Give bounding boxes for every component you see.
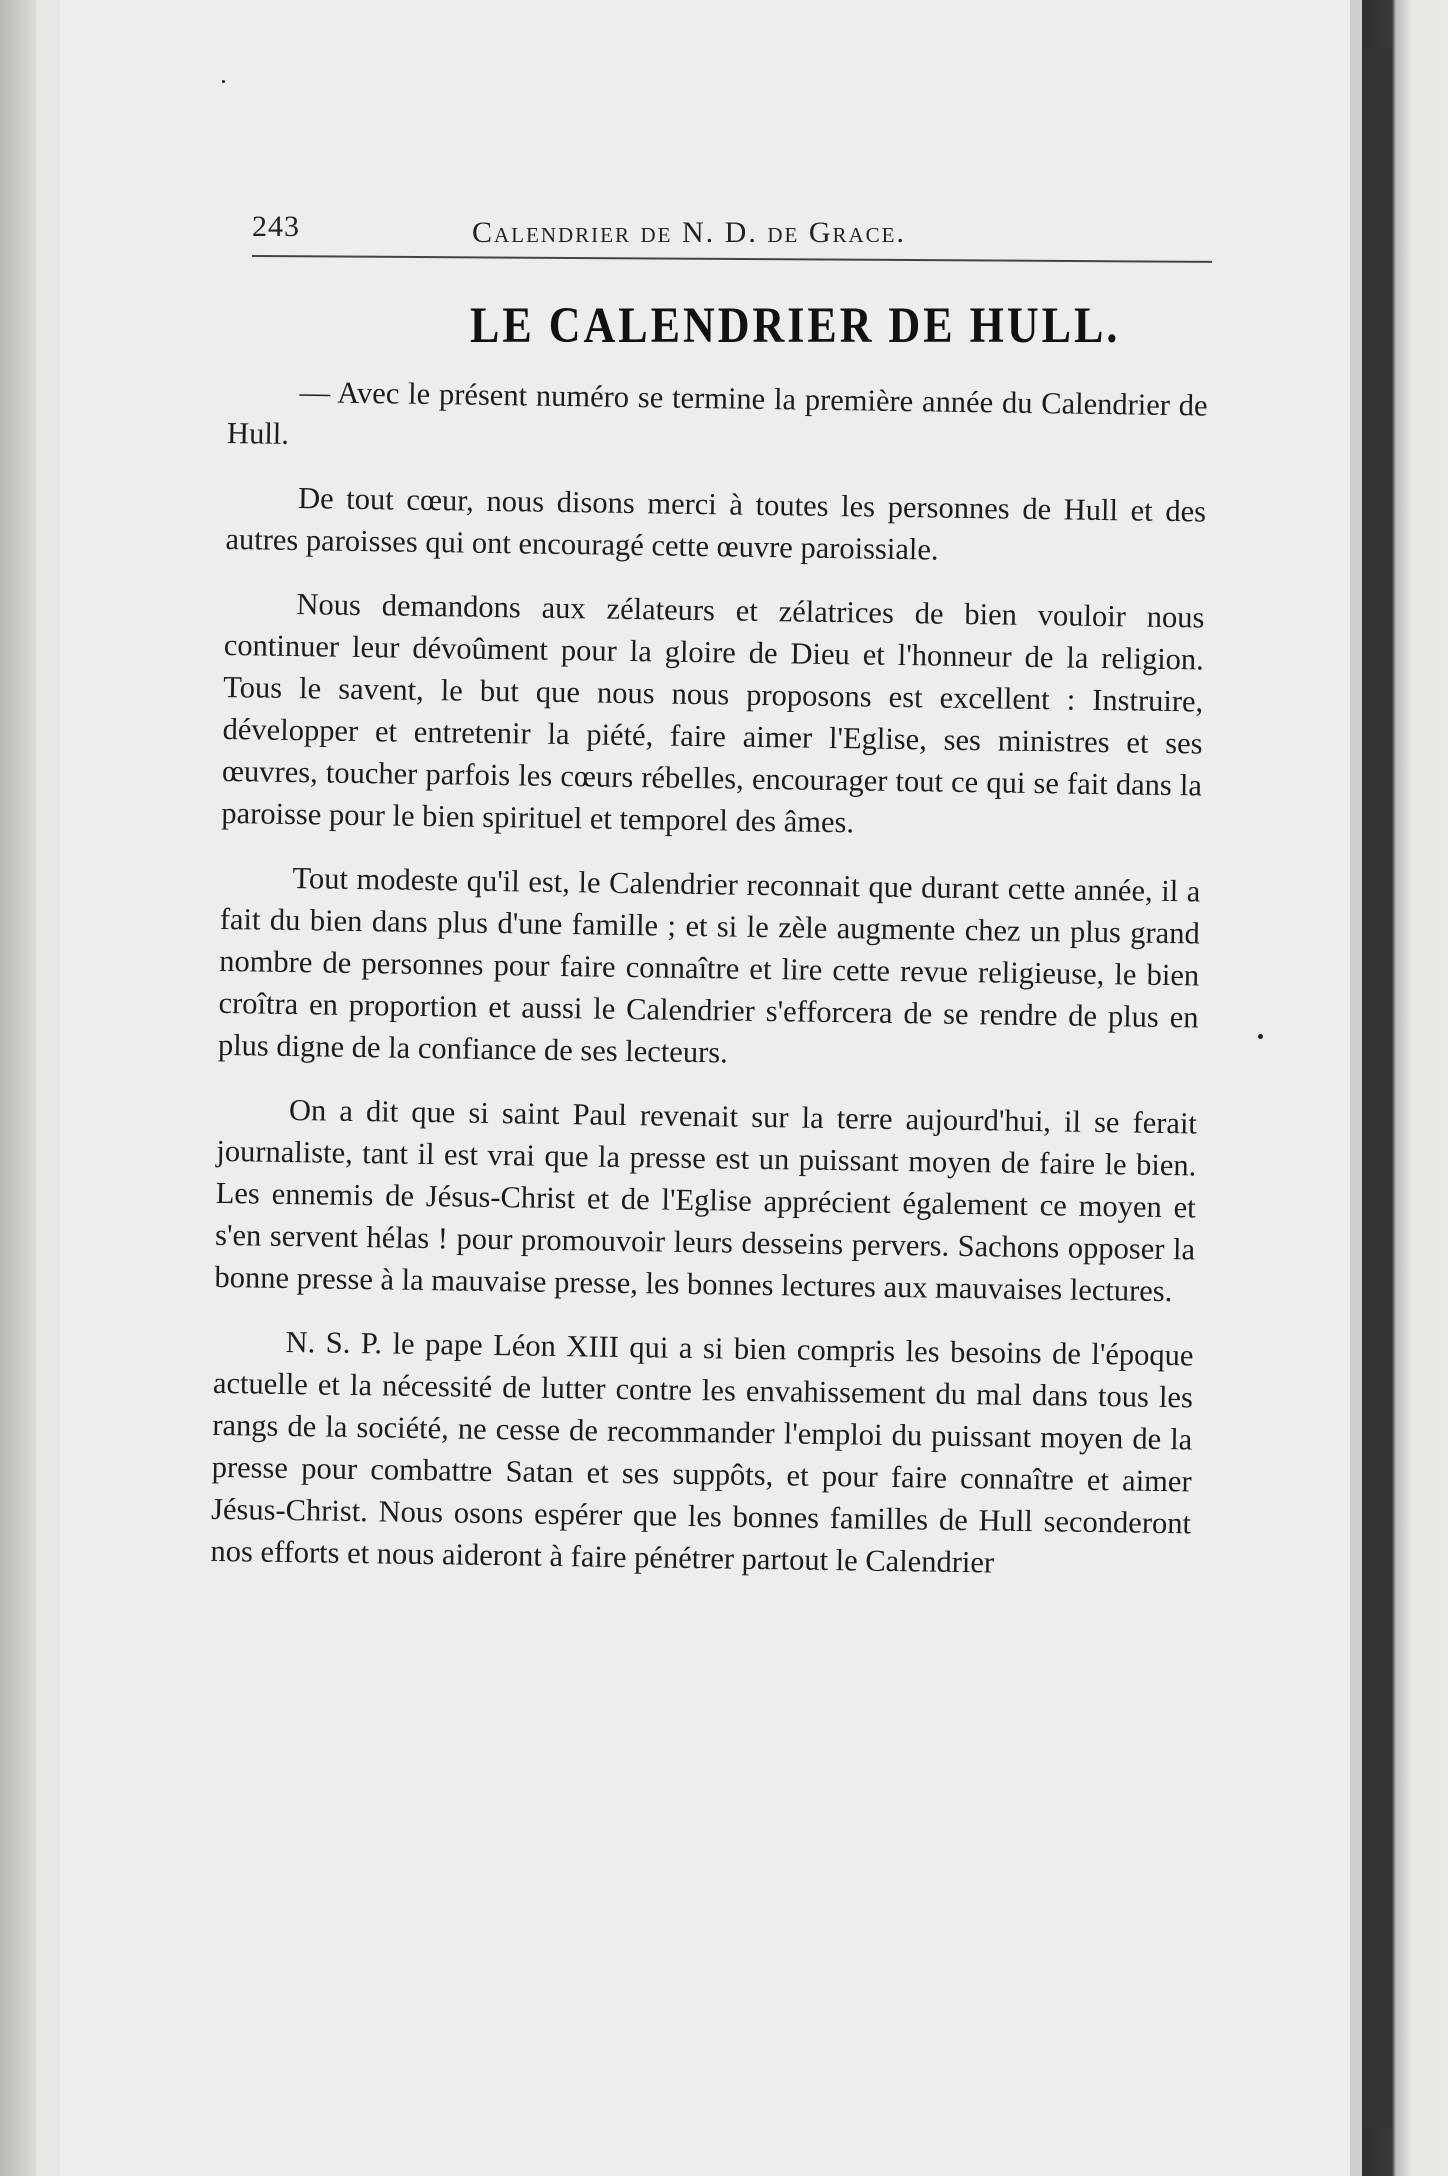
paragraph: — Avec le présent numéro se termine la première année du Calendrier de Hull. (226, 375, 1208, 451)
article-body (210, 370, 1208, 1608)
page-number: 243 (252, 210, 300, 243)
page-gutter-dark (1362, 48, 1392, 2128)
paragraph: Nous demandons aux zélateurs et zélatrices de bien vouloir nous continuer leur dévoûment pour la gloire de Dieu et l'honneur de la religion. Tous le savent, le but que nous nous proposons est excellent : Instruire, développer et entretenir la piété, faire aimer l'Eglise, ses ministres et ses œuvres, toucher parfois les cœurs rébelles, encourager tout ce qui se fait dans la paroisse pour le bien spirituel et temporel des âmes. (221, 587, 1205, 840)
paragraph: N. S. P. le pape Léon XIII qui a si bien compris les besoins de l'époque actuelle et la nécessité de lutter contre les envahissement du mal dans tous les rangs de la société, ne cesse de recommander l'emploi du puissant moyen de la presse pour combattre Satan et ses suppôts, et pour faire connaître et aimer Jésus-Christ. Nous osons espérer que les bonnes familles de Hull seconderont nos efforts et nous aideront à faire pénétrer partout le Calendrier (210, 1324, 1194, 1580)
ink-speck (222, 80, 225, 83)
paragraph: Tout modeste qu'il est, le Calendrier reconnait que durant cette année, il a fait du bien dans plus d'une famille ; et si le zèle augmente chez un plus grand nombre de personnes pour faire connaître et lire cette revue religieuse, le bien croîtra en proportion et aussi le Calendrier s'efforcera de se rendre de plus en plus digne de la confiance de ses lecteurs. (217, 861, 1201, 1070)
article-title: LE CALENDRIER DE HULL. (470, 297, 1121, 354)
paragraph: De tout cœur, nous disons merci à toutes les personnes de Hull et des autres paroisses qui ont encouragé cette œuvre paroissiale. (225, 481, 1207, 567)
ink-speck (1258, 1034, 1263, 1039)
paragraph: On a dit que si saint Paul revenait sur la terre aujourd'hui, il se ferait journaliste, tant il est vrai que la presse est un puissant moyen de faire le bien. Les ennemis de Jésus-Christ et de l'Eglise apprécient également ce moyen et s'en servent hélas ! pour promouvoir leurs desseins pervers. Sachons opposer la bonne presse à la mauvaise presse, les bonnes lectures aux mauvaises lectures. (214, 1092, 1198, 1309)
page-left-edge (0, 0, 36, 2176)
running-head: Calendrier de N. D. de Grace. (472, 216, 906, 249)
